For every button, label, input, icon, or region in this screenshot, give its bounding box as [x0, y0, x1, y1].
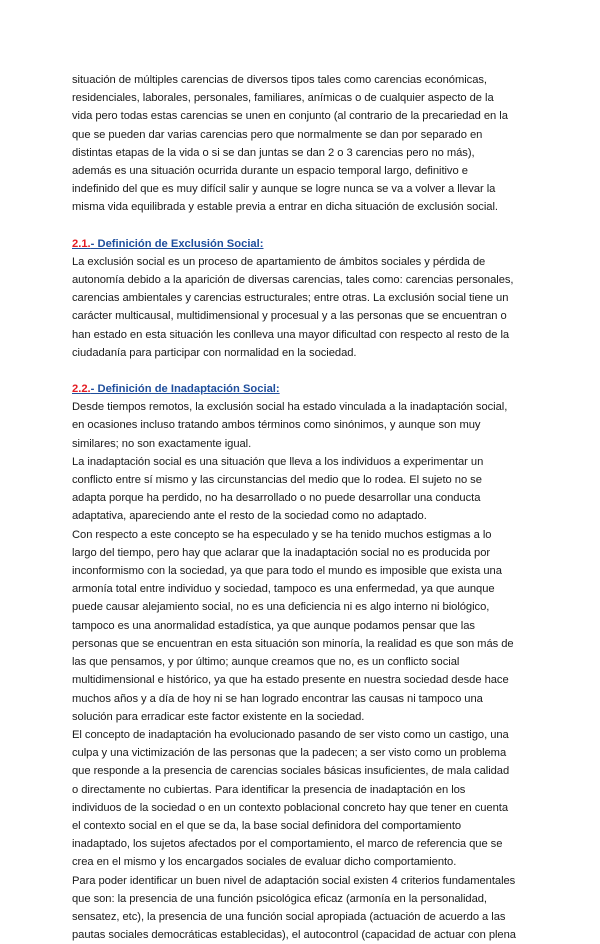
spacer: [72, 217, 516, 235]
inadaptacion-paragraph-3: Con respecto a este concepto se ha especulado y se ha tenido muchos estigmas a lo largo del tiempo, pero hay que aclarar que la inadaptación social no es producida por inconformismo con la sociedad, ya que para todo el mundo es imposible que exista una armonía total entre individuo y sociedad, tampoco es una enfermedad, ya que aunque puede causar alejamiento social, no es una deficiencia ni es algo interno ni biológico, tampoco es una anormalidad estadística, ya que aunque podamos pensar que las personas que se encuentran en esta situación son minoría, la realidad es que son más de las que pensamos, y por último; aunque creamos que no, es un conflicto social multidimensional e histórico, ya que ha estado presente en nuestra sociedad desde hace muchos años y a día de hoy ni se han logrado encontrar las causas ni tampoco una solución para erradicar este factor existente en la sociedad.: [72, 528, 514, 723]
section-heading-exclusion: [72, 235, 516, 253]
exclusion-definition-paragraph: La exclusión social es un proceso de apartamiento de ámbitos sociales y pérdida de autonomía debido a la aparición de diversas carencias, tales como: carencias personales, carencias ambientales y carencias estructurales; entre otras. La exclusión social tiene un carácter multicausal, multidimensional y procesual y a las personas que se encuentran o han estado en esta situación les conlleva una mayor dificultad con respecto al resto de la ciudadanía para participar con normalidad en la sociedad.: [72, 255, 514, 359]
section-heading-inadaptacion: [72, 380, 516, 398]
inadaptacion-paragraph-4: El concepto de inadaptación ha evolucionado pasando de ser visto como un castigo, una culpa y una victimización de las personas que la padecen; a ser visto como un problema que responde a la presencia de carencias sociales básicas insuficientes, de mala calidad o directamente no cubiertas. Para identificar la presencia de inadaptación en los individuos de la sociedad o en un contexto poblacional concreto hay que tener en cuenta el contexto social en el que se da, la base social definidora del comportamiento inadaptado, los sujetos afectados por el comportamiento, el marco de referencia que se crea en el mismo y los encargados sociales de evaluar dicho comportamiento.: [72, 728, 510, 869]
spacer: [72, 362, 516, 380]
intro-paragraph: situación de múltiples carencias de diversos tipos tales como carencias económicas, residenciales, laborales, personales, familiares, anímicas o de cualquier aspecto de la vida pero todas estas carencias se unen en conjunto (al contrario de la precariedad en la que se pueden dar varias carencias pero que normalmente se dan por separado en distintas etapas de la vida o si se dan juntas se dan 2 o 3 carencias pero no más), además es una situación ocurrida durante un espacio temporal largo, definitivo e indefinido del que es muy difícil salir y aunque se logre nunca se va a volver a llevar la misma vida equilibrada y estable previa a entrar en dicha situación de exclusión social.: [72, 74, 508, 214]
inadaptacion-paragraph-5: Para poder identificar un buen nivel de adaptación social existen 4 criterios fundamentales que son: la presencia de una función psicológica eficaz (armonía en la personalidad, sensatez, etc), la presencia de una función social apropiada (actuación de acuerdo a las pautas sociales democráticas establecidas), el autocontrol (capacidad de actuar con plena: [72, 874, 516, 942]
inadaptacion-paragraph-2: La inadaptación social es una situación que lleva a los individuos a experimentar un conflicto entre sí mismo y las circunstancias del medio que lo rodea. El sujeto no se adapta porque ha perdido, no ha desarrollado o no puede desarrollar una conducta adaptativa, apareciendo ante el resto de la sociedad como no adaptado.: [72, 455, 484, 523]
section-number: 2.1.: [72, 237, 91, 250]
section-title: - Definición de Inadaptación Social:: [90, 383, 280, 396]
inadaptacion-paragraph-1: Desde tiempos remotos, la exclusión social ha estado vinculada a la inadaptación social, en ocasiones incluso tratando ambos términos como sinónimos, y aunque son muy similares; no son exactamente igual.: [72, 401, 508, 450]
section-title: - Definición de Exclusión Social:: [90, 237, 264, 250]
section-number: 2.2.: [72, 383, 91, 396]
